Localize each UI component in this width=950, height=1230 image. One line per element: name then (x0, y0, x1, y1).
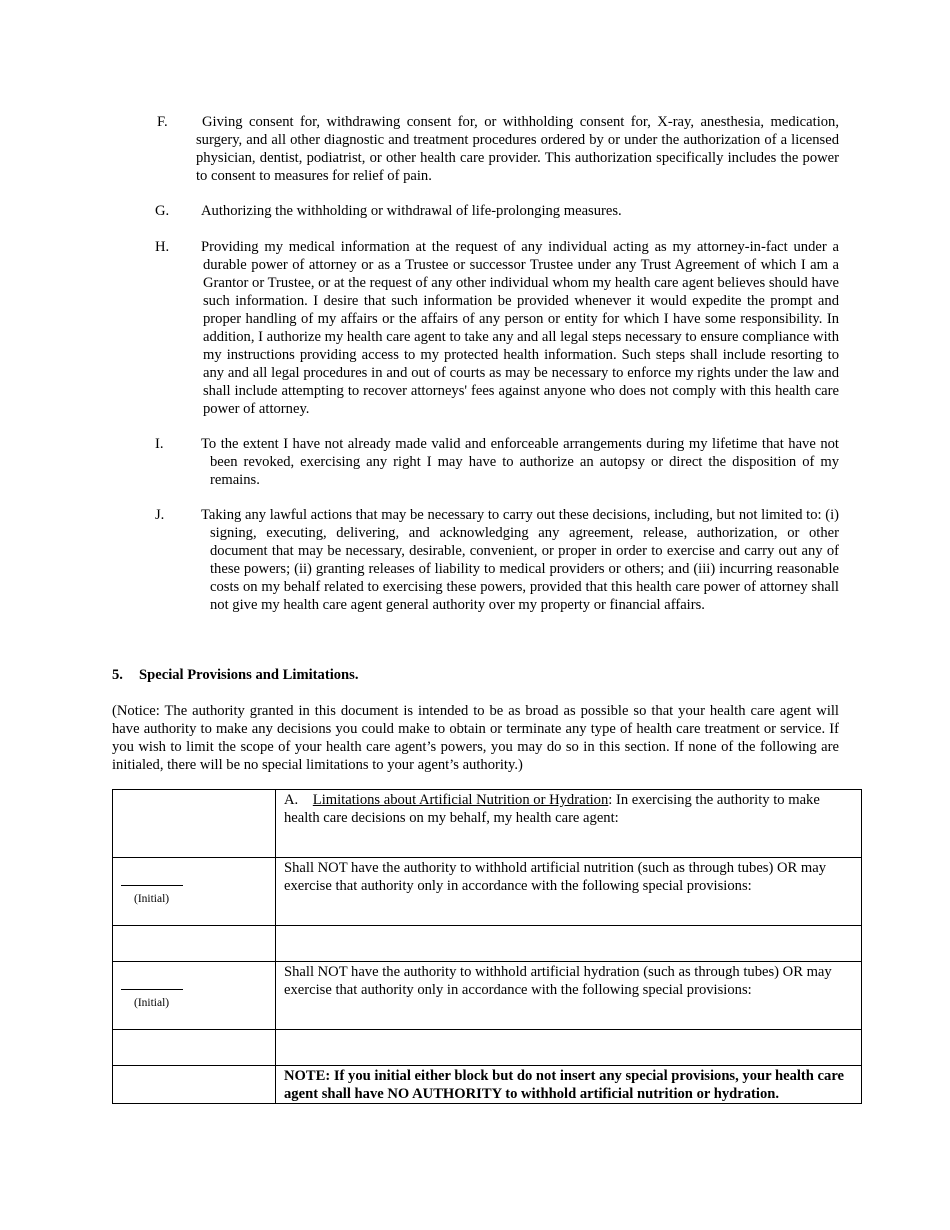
initial-blank-line[interactable] (121, 989, 183, 990)
hydration-row (113, 962, 862, 1030)
section-number: 5. (112, 667, 123, 683)
hydration-provision-text: Shall NOT have the authority to withhold artificial hydration (such as through tubes) OR may exercise that authority only in accordance with the following special provisions: (276, 962, 862, 1030)
limitations-header-cell (276, 790, 862, 858)
item-letter: G. (155, 203, 170, 219)
item-text: Providing my medical information at the request of any individual acting as my attorney-in-fact under a durable power of attorney or as a Trustee or successor Trustee under any Trust Agreement of which I am a Grantor or Trustee, or at the request of any other individual whom my health care agent believes should have such information. I desire that such information be provided whenever it would expedite the prompt and proper handling of my affairs or the affairs of any person or entity for which I have some responsibility. In addition, I authorize my health care agent to take any and all legal steps necessary to ensure compliance with my instructions providing access to my protected health information. Such steps shall include resorting to any and all legal procedures in and out of courts as may be necessary to enforce my rights under the law and shall include attempting to recover attorneys' fees against anyone who does not comply with this health care power of attorney. (201, 239, 839, 417)
item-letter: I. (155, 436, 164, 452)
item-text: Giving consent for, withdrawing consent for, or withholding consent for, X-ray, anesthesia, medication, surgery, and all other diagnostic and treatment procedures ordered by or under the authorization of a licensed physician, dentist, podiatrist, or other health care provider. This authorization specifically includes the power to consent to measures for relief of pain. (196, 114, 839, 184)
provisions-table (112, 789, 862, 1104)
limitations-prefix: A. (284, 792, 299, 808)
limitations-intro: : In exercising the authority to make health care decisions on my behalf, my health care agent: (284, 792, 820, 826)
power-item-i (155, 435, 839, 489)
hydration-special-provisions-field[interactable] (276, 1030, 862, 1066)
limitations-title: Limitations about Artificial Nutrition or Hydration (312, 792, 609, 808)
nutrition-row (113, 858, 862, 926)
empty-cell (113, 1066, 276, 1104)
item-text: Authorizing the withholding or withdrawal of life-prolonging measures. (201, 203, 622, 219)
note-row (113, 1066, 862, 1104)
power-item-f (155, 113, 839, 185)
item-letter: J. (155, 507, 165, 523)
nutrition-special-provisions-field[interactable] (276, 926, 862, 962)
initial-blank-line[interactable] (121, 885, 183, 886)
nutrition-special-provisions-row (113, 926, 862, 962)
nutrition-provision-text: Shall NOT have the authority to withhold artificial nutrition (such as through tubes) OR may exercise that authority only in accordance with the following special provisions: (276, 858, 862, 926)
item-text: To the extent I have not already made valid and enforceable arrangements during my lifetime that have not been revoked, exercising any right I may have to authorize an autopsy or direct the disposition of my remains. (201, 436, 839, 488)
note-text: NOTE: If you initial either block but do not insert any special provisions, your health care agent shall have NO AUTHORITY to withhold artificial nutrition or hydration. (276, 1066, 862, 1104)
item-letter: H. (155, 239, 170, 255)
item-letter: F. (157, 114, 168, 130)
power-item-j (155, 506, 839, 614)
initial-label: (Initial) (134, 893, 170, 905)
power-item-g (155, 202, 839, 220)
hydration-initial-cell[interactable] (113, 962, 276, 1030)
nutrition-initial-cell[interactable] (113, 858, 276, 926)
power-item-h (155, 238, 839, 418)
section-notice: (Notice: The authority granted in this document is intended to be as broad as possible so that your health care agent will have authority to make any decisions you could make to obtain or terminate any type of health care treatment or service. If you wish to limit the scope of your health care agent’s powers, you may do so in this section. If none of the following are initialed, there will be no special limitations to your agent’s authority.) (112, 703, 839, 773)
section-heading (112, 666, 358, 684)
hydration-special-provisions-row (113, 1030, 862, 1066)
initial-label: (Initial) (134, 997, 170, 1009)
empty-cell (113, 1030, 276, 1066)
section-title: Special Provisions and Limitations. (139, 667, 359, 683)
empty-cell (113, 926, 276, 962)
item-text: Taking any lawful actions that may be necessary to carry out these decisions, including, but not limited to: (i) signing, executing, delivering, and acknowledging any agreement, release, authorization, or other document that may be necessary, desirable, convenient, or proper in order to exercise and carry out any of these powers; (ii) granting releases of liability to medical providers or others; and (iii) incurring reasonable costs on my behalf related to exercising these powers, provided that this health care power of attorney shall not give my health care agent general authority over my property or financial affairs. (201, 507, 839, 613)
empty-cell (113, 790, 276, 858)
table-header-row (113, 790, 862, 858)
